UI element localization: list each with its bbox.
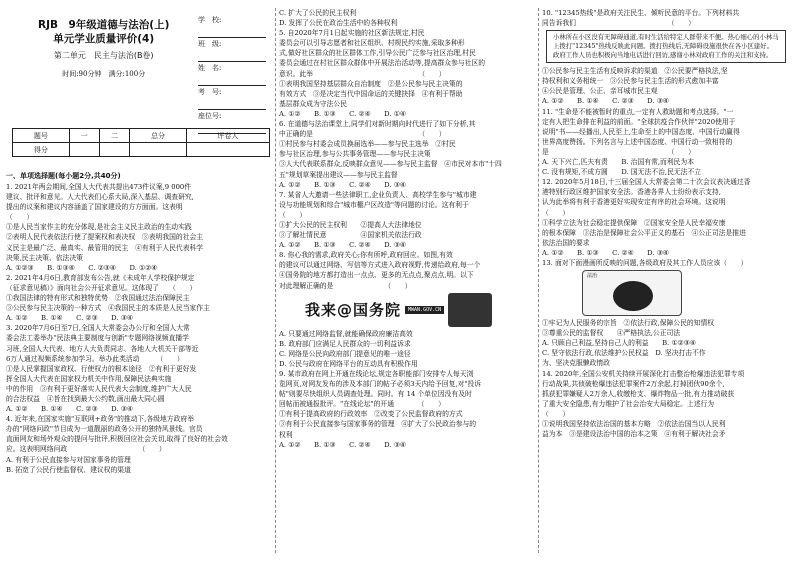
text-line: 设与功能规划和综合"城市棚户区改造"等问题的讨论。这有利于	[279, 200, 469, 209]
text-line: 6万人通过视频系统参加学习。举办此类活动 （ ）	[6, 354, 184, 363]
field-blank[interactable]	[198, 102, 266, 110]
text-line: 的根本保障 ③法治是保障社会公平正义的基石 ④公正司法是推进	[542, 228, 746, 237]
text-line: 6. 在道德与法治课堂上,同学们对新时期向时代进行了如下分析,其	[279, 120, 476, 129]
field-label: 考 号:	[198, 88, 222, 96]
text-line: 参与社区治理,参与公共事务管理——参与民主决策	[279, 150, 431, 159]
text-line: 帖"则要尽快组织人员调查处理。同时。有 14 个单位因没有及时	[279, 390, 472, 399]
text-line: 说明"书——经播出,人民至上,生命至上的中国态度、中国行动赢得	[542, 127, 740, 136]
text-line: A. ①② B. ①③ C. ②④ D. ③④	[279, 180, 406, 189]
field-blank[interactable]	[198, 78, 266, 86]
text-line: D. 发挥了公民在政治生活中的各种权利	[279, 19, 398, 28]
field-blank[interactable]	[198, 126, 266, 134]
text-line: ④公民是管理、公正、亲耳城市民主观	[542, 87, 658, 96]
text-line: 挥全国人大代表在国家权力机关中作用,保障民法典实施	[6, 374, 172, 383]
text-line: 中的作用 ③有利于更好落实人民代表大会制度,维护广大人民	[6, 384, 192, 393]
score-cell: 评卷人	[186, 129, 269, 143]
title-line-2: 单元学业质量评价(4)	[53, 33, 155, 45]
phone-image	[448, 293, 492, 327]
text-line: 五"规划草案提出建议——参与民主监督	[279, 170, 398, 179]
text-line: 同告诉我们 （ ）	[542, 19, 695, 28]
text-line: A. ①② B. ①④ C. ②③ D. ③④	[6, 405, 133, 414]
text-line: 的合法权益 ④旨在找到最大公约数,画出最大同心圆	[6, 394, 165, 403]
column-left	[6, 0, 274, 561]
text-line: B. 拓宽了公民行使监督权、建议权的渠道	[6, 465, 131, 474]
score-cell[interactable]	[99, 143, 129, 157]
title-line-1: RJB 9年级道德与法治(上)	[38, 19, 170, 31]
gov-banner-image	[305, 293, 537, 327]
text-line: 决策,民主决策、依法决策	[6, 253, 83, 262]
text-line: 委会法工委举办"民法典主要制度与创新"专题网络视频直播学	[6, 334, 189, 343]
info-field	[198, 62, 274, 86]
text-line: C. 扩大了公民的民主权利	[279, 9, 357, 17]
text-line: A. 有利于公民直接参与对国家事务的管理	[6, 455, 131, 464]
text-line: 7. 某省人大邀请一些法律职工,企业负责人、高校学生参与"城市建	[279, 190, 477, 199]
text-line: 行动战果,共侦破枪爆违法犯罪案件2万余起,打掉团伙90余个,	[542, 379, 725, 388]
text-line: 中正确的是 （ ）	[279, 130, 446, 139]
question-text-block	[542, 66, 790, 268]
question-text-block	[279, 329, 537, 450]
text-line: ②表明人民代表依法行使了提案权和表决权 ③表明我国的社会主	[6, 233, 204, 242]
cartoon-image	[582, 270, 682, 316]
cartoon-caption: 法治	[587, 273, 598, 280]
text-line: A. 天下兴亡,匹夫有责 B. 治国有常,而利民为本	[542, 158, 695, 167]
text-line: ③有利于公民直接参与国家事务的管理 ④扩大了公民政治参与的	[279, 420, 477, 429]
text-line: A. 只要通过网络监督,就能确保政府廉洁高效	[279, 329, 413, 338]
text-line: 港特别行政区维护国家安全法。香港各界人士纷纷表示支持,	[542, 188, 721, 197]
field-label: 姓 名:	[198, 64, 222, 72]
paper-title	[38, 18, 169, 80]
text-line: 持权利和义务相统一 ③公民参与民主生活的形式愈加丰富	[542, 77, 719, 86]
text-line: A. ①② B. ①④ C. ②③ D. ③④	[542, 97, 669, 106]
info-field	[198, 110, 274, 134]
text-line: （征求意见稿）》面向社会公开征求意见。这体现了 （ ）	[6, 283, 197, 292]
text-line: B. 政府部门应满足人民群众的一切利益诉求	[279, 339, 411, 348]
question-text-block	[6, 182, 274, 475]
text-line: ①牢记为人民服务的宗旨 ②依法行政,保障公民的知情权	[542, 319, 715, 328]
text-line: 建议、批评和意见。人大代表们心系大局,深入基层、调查研究,	[6, 193, 194, 202]
question-text-block	[542, 8, 790, 28]
time-line: 时间:90分钟 满分:100分	[62, 70, 146, 78]
text-line: 11. "生命是不能被暂时的重点,一定有人救助题和考点选择。"一	[542, 107, 734, 116]
text-line: 式,做好社区群众的社区群体工作,引导公民广泛参与社区治理,村民	[279, 49, 476, 58]
text-line: 义民主是最广泛、最真实、最管用的民主 ④有利于人民代表科学	[6, 243, 204, 252]
score-cell: 得分	[13, 143, 70, 157]
text-line: 13. 面对下面漫画所反映的问题,各级政府及其工作人员应该（ ）	[542, 258, 748, 267]
banner-url: MWAN.GOV.CN	[405, 306, 444, 314]
text-line: C. 没有规矩,不成方圆 D. 国无法不治,民无法不立	[542, 168, 702, 177]
text-line: C. 网络是公民向政府部门提意见的唯一途径	[279, 349, 411, 358]
text-line: 应。这表明网络问政 （ ）	[6, 445, 166, 454]
text-line: ①我国法律的特有形式和独特优势 ②我国通过法治保障民主	[6, 294, 190, 303]
text-line: ①村民参与村委会成员换届选举——参与民主选举 ②村民	[279, 140, 456, 149]
text-line: 5. 自2020年7月1日起实施的社区新法规定,村民	[279, 29, 425, 38]
text-line: 1. 2021年两会期间,全国人大代表共提出473件议案,9 000件	[6, 183, 192, 191]
text-line: 了重大安全隐患,有力维护了社会治安大局稳定。上述行为	[542, 399, 715, 408]
text-line: ①公民参与民主生活有反映诉求的渠道 ②公民要严格执法,坚	[542, 67, 728, 76]
text-line: 权利	[279, 430, 293, 439]
info-field	[198, 38, 274, 62]
text-line: 益为本 ③是建设法治中国的治本之策 ④有利于解决社会矛	[542, 430, 726, 439]
text-line: 的建议可以通过网络、写信等方式进入政府视野,传递给政府,每一个	[279, 261, 481, 270]
text-line: 14. 2020年,全国公安机关持续开展深化打击整治枪爆违法犯罪专项	[542, 369, 745, 378]
text-line: 基层群众成为守法公民	[279, 99, 347, 108]
text-line: 依法治国的要求	[542, 238, 590, 247]
text-line: ④国务院的地方都打造出一点点、更多的无点点,聚点点,明。以下	[279, 271, 474, 280]
text-line: 对此理解正确的是 （ ）	[279, 281, 412, 290]
text-line: 览网页,对网友发布的涉及本部门的帖子必须3天内给予回复,对"投诉	[279, 380, 482, 389]
text-line: 10. "12345热线"是政府关注民生、倾听民意的平台。下列材料共	[542, 9, 740, 17]
text-line: ①科学立法为社会稳定提供保障 ②国家安全是人民幸福安康	[542, 218, 726, 227]
text-line: （ ）	[6, 213, 34, 222]
text-line: ③了解社情民意 ④国家机关依法行政	[279, 231, 422, 240]
field-label: 学 校:	[198, 16, 222, 24]
text-line: ③公民参与民主决策的一种方式 ④我国民主的本质是人民当家作主	[6, 304, 210, 313]
text-line: 意识。此举 （ ）	[279, 69, 446, 78]
score-cell[interactable]	[69, 143, 99, 157]
section-heading: 一、单项选择题(每小题2分,共40分)	[6, 172, 121, 180]
text-line: 4. 近年来,在国家实施"互联网+政务"的推动下,各级地方政府举	[6, 415, 195, 424]
text-line: 世界高度赞扬。下列名言与上述中国态度、中国行动一致相符的	[542, 137, 733, 146]
field-blank[interactable]	[198, 30, 266, 38]
text-line: 12. 2020年5月18日,十三届全国人大常委会第二十次会议表决通过香	[542, 178, 751, 187]
score-cell[interactable]	[186, 143, 269, 157]
text-line: 直面网友和场外观众的提问与批评,积极回应社会关切,取得了良好的社会效	[6, 435, 228, 444]
text-line: 2. 2021年4月6日,教育部发布公告,就《未成年人学校保护规定	[6, 273, 195, 282]
text-line: ③尊重公民的监督权 ④严格执法,公正司法	[542, 329, 681, 338]
score-cell: 总分	[130, 129, 187, 143]
score-cell: 题号	[13, 129, 70, 143]
score-cell[interactable]	[130, 143, 187, 157]
text-line: （ ）	[279, 210, 307, 219]
column-right	[542, 0, 790, 561]
text-line: 为、坚决克服懒政惰政	[542, 359, 610, 368]
text-line: 回帖而被通报批评。"在线论坛"的开通 （ ）	[279, 400, 445, 409]
score-table-score-row	[13, 143, 270, 157]
text-line: ①扩大公民的民主权利 ②提高人大法律地位	[279, 220, 422, 229]
info-field	[198, 86, 274, 110]
text-line: （ ）	[542, 208, 570, 217]
text-line: 委员会可以引导志愿者和社区组织、村规民约实施,采取多种形	[279, 39, 465, 48]
text-line: A. ①②③ B. ①③④ C. ②③④ D. ①②④	[6, 263, 158, 272]
unit-line: 第二单元 民主与法治(B卷)	[53, 51, 154, 60]
info-field	[198, 14, 274, 38]
text-line: 提出的议案和建议内容涵盖了国家建设的方方面面。这表明	[6, 203, 183, 212]
text-line: 习班,全国人大代表、地方人大负责同志、各地人大机关干部等近	[6, 344, 199, 353]
text-line: 3. 2020年7月6日至7日,全国人大常委会办公厅和全国人大常	[6, 324, 190, 333]
score-cell: 二	[99, 129, 129, 143]
text-line: 认为此举将有利于香港更好实现安定有序的社会环境。这说明	[542, 198, 726, 207]
score-cell: 一	[69, 129, 99, 143]
field-label: 班 级:	[198, 40, 222, 48]
text-line: ①是人民当家作主的充分体现,是社会主义民主政治的生动实践	[6, 223, 192, 232]
text-line: 委员会通过在村社区群众群体中开展法治活动等,提高群众参与社区的	[279, 59, 486, 68]
text-line: 办的"网络问政"节目成为一道靓丽的政务公开的独特风景线。官员	[6, 425, 203, 434]
text-line: A. ①② B. ①③ C. ②④ D. ③④	[542, 248, 669, 257]
text-line: ①有利于提高政府的行政效率 ②改变了公民监督政府的方式	[279, 410, 463, 419]
student-info-fields	[198, 14, 274, 134]
banner-logo-text: 我来@国务院	[305, 301, 402, 320]
text-line: ①说明我国坚持依法治国的基本方略 ②依法治国当以人民利	[542, 420, 726, 428]
question-text-block	[542, 318, 790, 439]
field-blank[interactable]	[198, 54, 266, 62]
text-line: ③人大代表联系群众,反映群众意见——参与民主监督 ④市民对本市"十四	[279, 160, 502, 169]
text-line: 9. 某市政府在网上开通在线论坛,规定各职能部门安排专人每天浏	[279, 370, 474, 378]
text-line: A. ①② B. ①③ C. ②④ D. ③④	[279, 440, 406, 449]
text-line: D. 公民与政府在网络平台的互动具有积极作用	[279, 359, 418, 368]
text-line: ①是人民掌握国家政权、行使权力的根本途径 ②有利于更好发	[6, 364, 197, 373]
paper-header	[6, 0, 274, 120]
column-middle	[279, 0, 537, 561]
text-line: （ ）	[542, 409, 570, 418]
text-line: C. 坚守依法行政,依法维护公民权益 D. 坚决打击不作	[542, 349, 706, 358]
text-line: 8. 你心我的需求,政府关心;你有所呼,政府回应。如图,有效	[279, 251, 453, 260]
text-line: ①表明我国坚持基层群众自治制度 ②是公民参与民主决策的	[279, 79, 463, 88]
text-line: 抓获犯罪嫌疑人2万余人,收缴枪支、爆炸物品一批,有力推动破获	[542, 389, 735, 398]
text-line: 定有人把生命排在利益的前面。"全球抗疫合作伙伴"2020使用于	[542, 117, 736, 126]
text-line: 有效方式 ③是决定当代中国命运的关键抉择 ④有利于帮助	[279, 89, 463, 98]
text-line: 是 （ ）	[542, 147, 695, 156]
text-line: A. ①② B. ①③ C. ②④ D. ①④	[279, 109, 406, 118]
question-text-block	[279, 8, 537, 291]
text-line: A. ①② B. ①③ C. ②④ D. ③④	[279, 241, 406, 250]
cartoon-figure	[613, 281, 653, 311]
text-line: A. ①② B. ①④ C. ②③ D. ③④	[6, 314, 133, 323]
field-label: 座位号:	[198, 112, 222, 120]
material-box: 小林所在小区没有无障碍通道,有时生活给特定人群带来不便。热心细心的小林马上拨打"12345"热线反映此问题。拨打热线后,无障碍设施很快在各小区建好。政府工作人员也积极向当地电话进行回访,感谢小林对政府工作的关注和支持。	[546, 30, 786, 63]
text-line: A. 只顾自己利益,坚持自己人的利益 B. ①②③④	[542, 339, 696, 348]
